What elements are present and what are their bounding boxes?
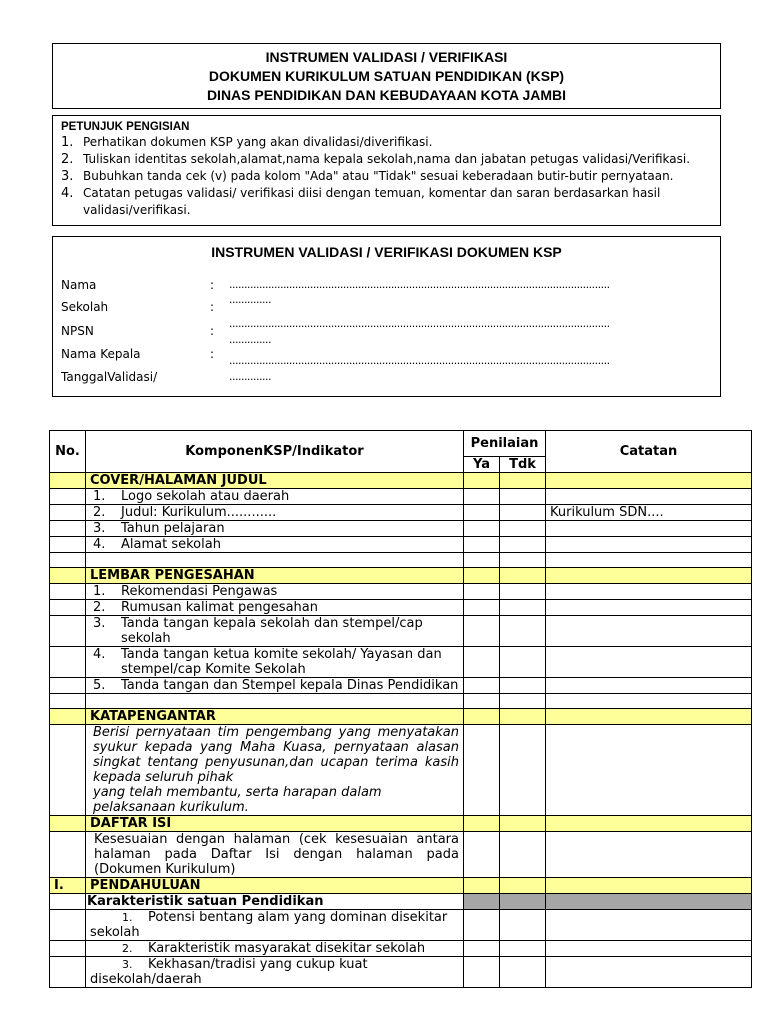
item-text: Alamat sekolah [121,537,221,552]
table-row [50,521,752,537]
field-dots-tanggal[interactable]: .............. [229,370,271,383]
col-header-ya: Ya [464,457,500,473]
item-number: 3. [122,958,133,971]
item-text: Tahun pelajaran [121,521,225,536]
table-row [50,941,752,957]
field-colon: : [210,347,215,361]
section-row-pendahuluan [50,878,752,894]
spacer-row [50,553,752,568]
instruction-text: Bubuhkan tanda cek (v) pada kolom "Ada" atau "Tidak" sesuai keberadaan butir-butir pernyataan. [83,169,674,183]
check-ya[interactable] [464,832,500,878]
col-header-penilaian: Penilaian [464,431,546,457]
subsection-row [50,894,752,910]
item-text: Rumusan kalimat pengesahan [121,600,318,615]
col-header-tdk: Tdk [500,457,546,473]
check-tdk[interactable] [500,537,546,553]
check-tdk[interactable] [500,910,546,941]
field-dots-sekolah-cont[interactable]: .............. [229,333,271,346]
table-row [50,832,752,878]
instruction-text: Perhatikan dokumen KSP yang akan divalidasi/diverifikasi. [83,135,433,149]
check-ya[interactable] [464,537,500,553]
instructions-heading: PETUNJUK PENGISIAN [61,121,190,133]
section-row-katapengantar [50,709,752,725]
table-row [50,505,752,521]
check-tdk[interactable] [500,600,546,616]
item-number: 1. [122,911,133,924]
item-number: 5. [93,678,106,693]
title-line-2: DOKUMEN KURIKULUM SATUAN PENDIDIKAN (KSP) [208,68,565,84]
catatan-cell[interactable] [546,600,752,616]
field-label-sekolah: Sekolah [61,300,109,314]
check-ya[interactable] [464,725,500,816]
catatan-cell[interactable] [546,647,752,678]
check-tdk[interactable] [500,941,546,957]
section-number: I. [50,878,86,894]
field-dots-nama[interactable]: ............................................................................................................................... [229,278,610,291]
identity-form-box [52,236,721,397]
item-number: 1. [93,489,106,504]
instruction-item [61,185,712,219]
check-tdk[interactable] [500,489,546,505]
check-tdk[interactable] [500,725,546,816]
spacer-row [50,694,752,709]
check-ya[interactable] [464,584,500,600]
section-title: COVER/HALAMAN JUDUL [86,473,464,489]
instruction-text: Catatan petugas validasi/ verifikasi diisi dengan temuan, komentar dan saran berdasarkan hasil validasi/verifikasi. [83,186,661,217]
check-tdk[interactable] [500,647,546,678]
instructions-box [52,115,721,226]
section-title: LEMBAR PENGESAHAN [86,568,464,584]
subsection-title: Karakteristik satuan Pendidikan [86,894,464,910]
ksp-checklist-table [49,430,752,988]
field-colon: : [210,324,215,338]
check-ya[interactable] [464,616,500,647]
check-ya[interactable] [464,678,500,694]
field-label-nama: Nama [61,278,97,292]
catatan-cell[interactable] [546,616,752,647]
field-dots-sekolah[interactable]: ............................................................................................................................... [229,317,610,330]
field-label-nama-kepala: Nama Kepala [61,347,141,361]
catatan-cell[interactable] [546,584,752,600]
item-number: 4. [93,647,106,662]
field-dots-nama-cont[interactable]: .............. [229,293,271,306]
catatan-cell[interactable] [546,489,752,505]
item-number: 4. [93,537,106,552]
section-title: DAFTAR ISI [86,816,464,832]
field-colon: : [210,300,215,314]
section-title: KATAPENGANTAR [86,709,464,725]
table-row [50,537,752,553]
table-row [50,584,752,600]
check-ya[interactable] [464,957,500,988]
instruction-number: 3. [61,169,74,184]
check-ya[interactable] [464,521,500,537]
section-row-daftar-isi [50,816,752,832]
form-title: INSTRUMEN VALIDASI / VERIFIKASI DOKUMEN KSP [211,244,562,260]
title-line-1: INSTRUMEN VALIDASI / VERIFIKASI [265,49,508,65]
item-number: 2. [93,600,106,615]
catatan-cell[interactable] [546,521,752,537]
table-row [50,647,752,678]
instruction-item [61,168,712,185]
catatan-cell[interactable] [546,537,752,553]
check-ya[interactable] [464,489,500,505]
field-label-tanggal: TanggalValidasi/ [61,370,158,384]
item-number: 2. [122,942,133,955]
instruction-number: 4. [61,186,74,201]
table-header-row [50,431,752,457]
check-tdk[interactable] [500,957,546,988]
item-number: 1. [93,584,106,599]
catatan-cell[interactable] [546,910,752,941]
item-text: Tanda tangan dan Stempel kepala Dinas Pendidikan [121,678,459,693]
section-row-cover [50,473,752,489]
item-text: Potensi bentang alam yang dominan disekitar sekolah [90,910,448,940]
instruction-number: 2. [61,152,74,167]
item-text: Logo sekolah atau daerah [121,489,290,504]
item-text: Tanda tangan ketua komite sekolah/ Yayasan dan stempel/cap Komite Sekolah [121,647,442,677]
catatan-cell[interactable] [546,725,752,816]
item-number: 3. [93,521,106,536]
field-label-npsn: NPSN [61,324,94,338]
check-tdk[interactable] [500,616,546,647]
section-row-pengesahan [50,568,752,584]
table-row [50,910,752,941]
instruction-item [61,151,712,168]
item-number: 2. [93,505,106,520]
document-title-box [52,43,721,109]
table-row [50,678,752,694]
field-dots-kepala[interactable]: ............................................................................................................................... [229,354,610,367]
col-header-catatan: Catatan [546,431,752,473]
katapengantar-desc-cont: yang telah membantu, serta harapan dalam pelaksanaan kurikulum. [93,785,382,815]
table-row [50,616,752,647]
catatan-cell[interactable] [546,941,752,957]
title-line-3: DINAS PENDIDIKAN DAN KEBUDAYAAN KOTA JAMBI [206,87,567,103]
item-text: Kekhasan/tradisi yang cukup kuat disekolah/daerah [90,957,368,987]
section-title: PENDAHULUAN [86,878,464,894]
item-text: Karakteristik masyarakat disekitar sekolah [148,941,426,956]
table-row [50,725,752,816]
check-ya[interactable] [464,941,500,957]
check-ya[interactable] [464,647,500,678]
table-row [50,600,752,616]
field-colon: : [210,278,215,292]
col-header-komponen: KomponenKSP/Indikator [86,431,464,473]
check-ya[interactable] [464,600,500,616]
check-ya[interactable] [464,505,500,521]
instruction-number: 1. [61,135,74,150]
daftar-isi-desc: Kesesuaian dengan halaman (cek kesesuaian antara halaman pada Daftar Isi dengan halaman pada (Dokumen Kurikulum) [86,832,464,878]
catatan-cell[interactable] [546,957,752,988]
katapengantar-desc: Berisi pernyataan tim pengembang yang menyatakan syukur kepada yang Maha Kuasa, pernyataan alasan singkat tentang penyusunan,dan ucapan terima kasih kepada seluruh pihak [93,725,459,785]
check-tdk[interactable] [500,832,546,878]
table-row [50,957,752,988]
item-number: 3. [93,616,106,631]
catatan-cell[interactable] [546,678,752,694]
instruction-text: Tuliskan identitas sekolah,alamat,nama kepala sekolah,nama dan jabatan petugas validasi/Verifikasi. [83,152,691,166]
check-tdk[interactable] [500,584,546,600]
check-ya[interactable] [464,910,500,941]
col-header-no: No. [50,431,86,473]
item-text: Tanda tangan kepala sekolah dan stempel/cap sekolah [121,616,423,646]
catatan-cell[interactable]: Kurikulum SDN.... [546,505,752,521]
item-text: Rekomendasi Pengawas [121,584,278,599]
check-tdk[interactable] [500,505,546,521]
item-text: Judul: Kurikulum............ [121,505,277,520]
table-row [50,489,752,505]
instruction-item [61,134,712,151]
check-tdk[interactable] [500,678,546,694]
check-tdk[interactable] [500,521,546,537]
catatan-cell[interactable] [546,832,752,878]
